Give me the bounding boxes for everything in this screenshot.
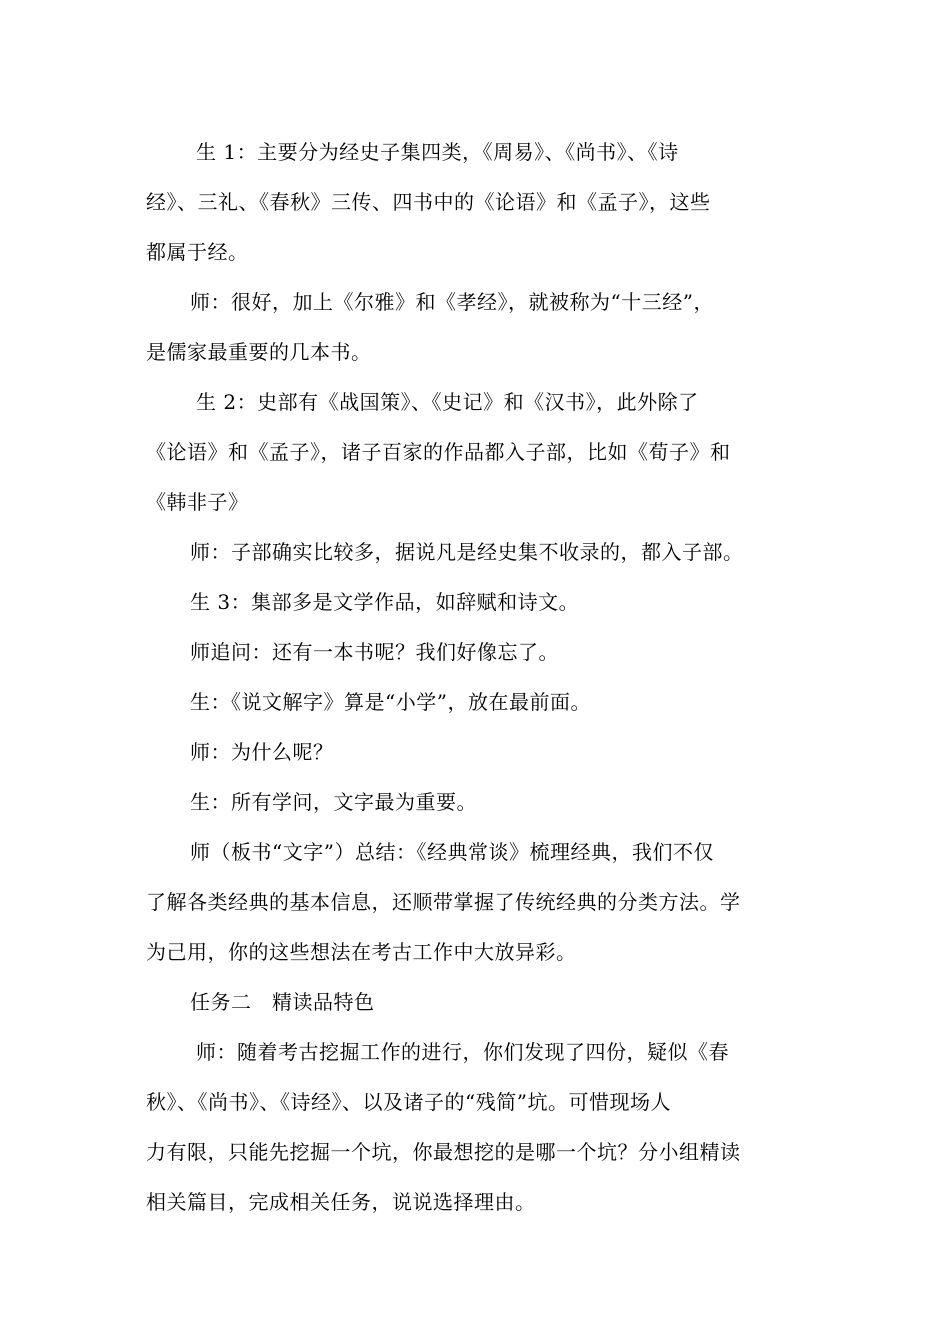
paragraph-line: 经》、三礼、《春秋》三传、四书中的《论语》和《孟子》，这些 — [146, 190, 711, 214]
paragraph-line: 师：随着考古挖掘工作的进行，你们发现了四份，疑似《春 — [196, 1040, 729, 1064]
paragraph-line: 师：子部确实比较多，据说凡是经史集不收录的，都入子部。 — [190, 540, 744, 564]
paragraph-line: 相关篇目，完成相关任务，说说选择理由。 — [146, 1190, 536, 1214]
paragraph-line: 生 3：集部多是文学作品，如辞赋和诗文。 — [190, 590, 580, 614]
paragraph-line: 是儒家最重要的几本书。 — [146, 340, 372, 364]
paragraph-line: 生：所有学问，文字最为重要。 — [190, 790, 477, 814]
paragraph-line: 生 1：主要分为经史子集四类，《周易》、《尚书》、《诗 — [196, 140, 679, 164]
paragraph-line: 师：很好，加上《尔雅》和《孝经》，就被称为“十三经”， — [190, 290, 714, 314]
paragraph-line: 《论语》和《孟子》，诸子百家的作品都入子部，比如《荀子》和 — [146, 440, 731, 464]
paragraph-line: 秋》、《尚书》、《诗经》、以及诸子的“残简”坑。可惜现场人 — [146, 1090, 671, 1114]
paragraph-line: 都属于经。 — [146, 240, 249, 264]
paragraph-line: 师：为什么呢？ — [190, 740, 334, 764]
paragraph-line: 力有限，只能先挖掘一个坑，你最想挖的是哪一个坑？分小组精读 — [146, 1140, 741, 1164]
paragraph-line: 《韩非子》 — [146, 490, 249, 514]
paragraph-line: 了解各类经典的基本信息，还顺带掌握了传统经典的分类方法。学 — [146, 890, 741, 914]
paragraph-line: 为己用，你的这些想法在考古工作中大放异彩。 — [146, 940, 577, 964]
paragraph-line: 生 2：史部有《战国策》、《史记》和《汉书》，此外除了 — [196, 390, 699, 414]
paragraph-line: 生：《说文解字》算是“小学”，放在最前面。 — [190, 690, 591, 714]
paragraph-line: 师追问：还有一本书呢？我们好像忘了。 — [190, 640, 559, 664]
section-heading: 任务二 精读品特色 — [190, 990, 375, 1014]
paragraph-line: 师（板书“文字”）总结：《经典常谈》梳理经典，我们不仅 — [190, 840, 714, 864]
